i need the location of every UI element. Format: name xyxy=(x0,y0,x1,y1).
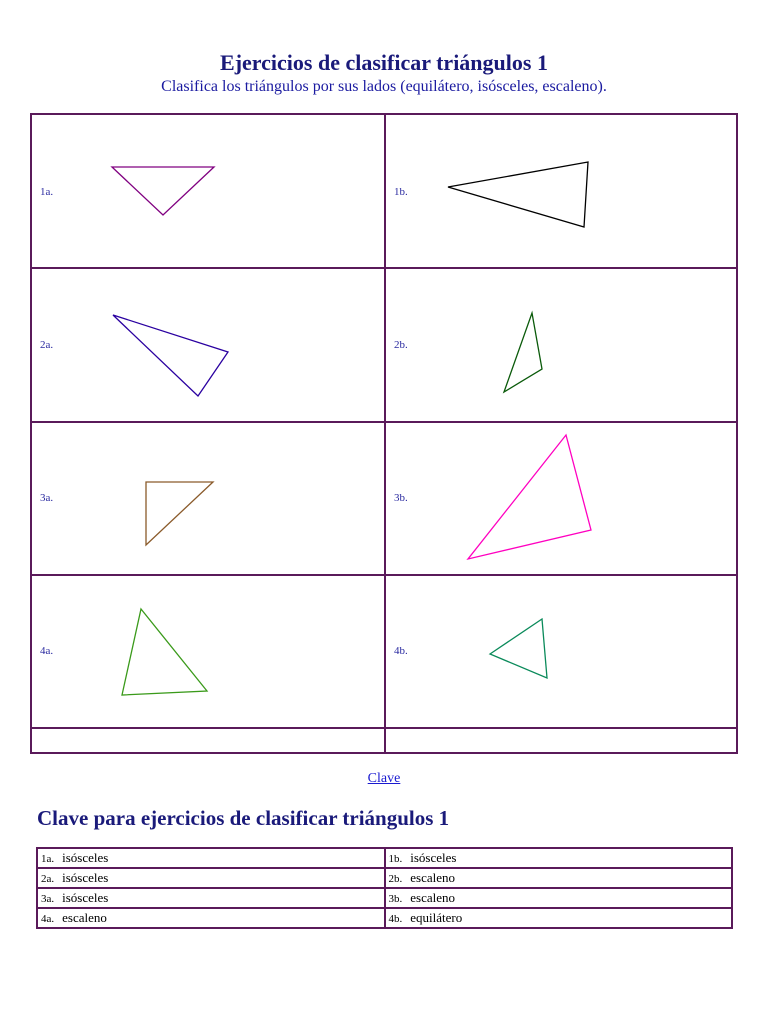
answer-cell xyxy=(37,888,385,908)
answer-value: escaleno xyxy=(410,870,456,885)
answer-value: isósceles xyxy=(62,890,109,905)
exercise-label-2b: 2b. xyxy=(394,339,408,351)
answer-label: 3a. xyxy=(41,893,55,905)
exercise-grid xyxy=(30,113,738,754)
answer-value: equilátero xyxy=(410,910,463,925)
table-row xyxy=(37,908,732,928)
exercise-label-1a: 1a. xyxy=(40,186,54,198)
answer-value: isósceles xyxy=(62,850,109,865)
triangle-4b xyxy=(490,619,547,678)
page-subtitle: Clasifica los triángulos por sus lados (equilátero, isósceles, escaleno). xyxy=(161,78,607,95)
answer-label: 1a. xyxy=(41,853,55,865)
answer-value: isósceles xyxy=(410,850,457,865)
page-title: Ejercicios de clasificar triángulos 1 xyxy=(220,50,548,75)
exercise-label-4b: 4b. xyxy=(394,645,408,657)
answer-key-title: Clave para ejercicios de clasificar triángulos 1 xyxy=(37,806,450,830)
answer-value: escaleno xyxy=(62,910,107,925)
exercise-label-3a: 3a. xyxy=(40,492,54,504)
answer-cell xyxy=(37,868,385,888)
answer-key-table xyxy=(36,847,733,929)
answer-key-link[interactable]: Clave xyxy=(367,771,401,786)
answer-label: 2a. xyxy=(41,873,55,885)
answer-key-link-wrap xyxy=(0,771,768,787)
exercise-label-1b: 1b. xyxy=(394,186,408,198)
answer-label: 3b. xyxy=(388,893,403,905)
triangles-canvas xyxy=(32,115,738,754)
triangle-3b xyxy=(468,435,591,559)
triangle-2a xyxy=(113,315,228,396)
answer-cell xyxy=(37,908,385,928)
answer-cell xyxy=(385,888,733,908)
table-row xyxy=(37,888,732,908)
answer-label: 4b. xyxy=(388,913,403,925)
table-row xyxy=(37,868,732,888)
answer-value: isósceles xyxy=(62,870,109,885)
triangle-1a xyxy=(112,167,214,215)
triangle-4a xyxy=(122,609,207,695)
answer-cell xyxy=(385,848,733,868)
triangle-2b xyxy=(504,313,542,392)
answer-value: escaleno xyxy=(410,890,456,905)
exercise-label-4a: 4a. xyxy=(40,645,54,657)
answer-label: 2b. xyxy=(388,873,403,885)
exercise-label-2a: 2a. xyxy=(40,339,54,351)
answer-label: 1b. xyxy=(388,853,403,865)
answer-cell xyxy=(37,848,385,868)
answer-cell xyxy=(385,908,733,928)
answer-label: 4a. xyxy=(41,913,55,925)
triangle-1b xyxy=(448,162,588,227)
table-row xyxy=(37,848,732,868)
triangle-3a xyxy=(146,482,213,545)
exercise-label-3b: 3b. xyxy=(394,492,408,504)
answer-cell xyxy=(385,868,733,888)
